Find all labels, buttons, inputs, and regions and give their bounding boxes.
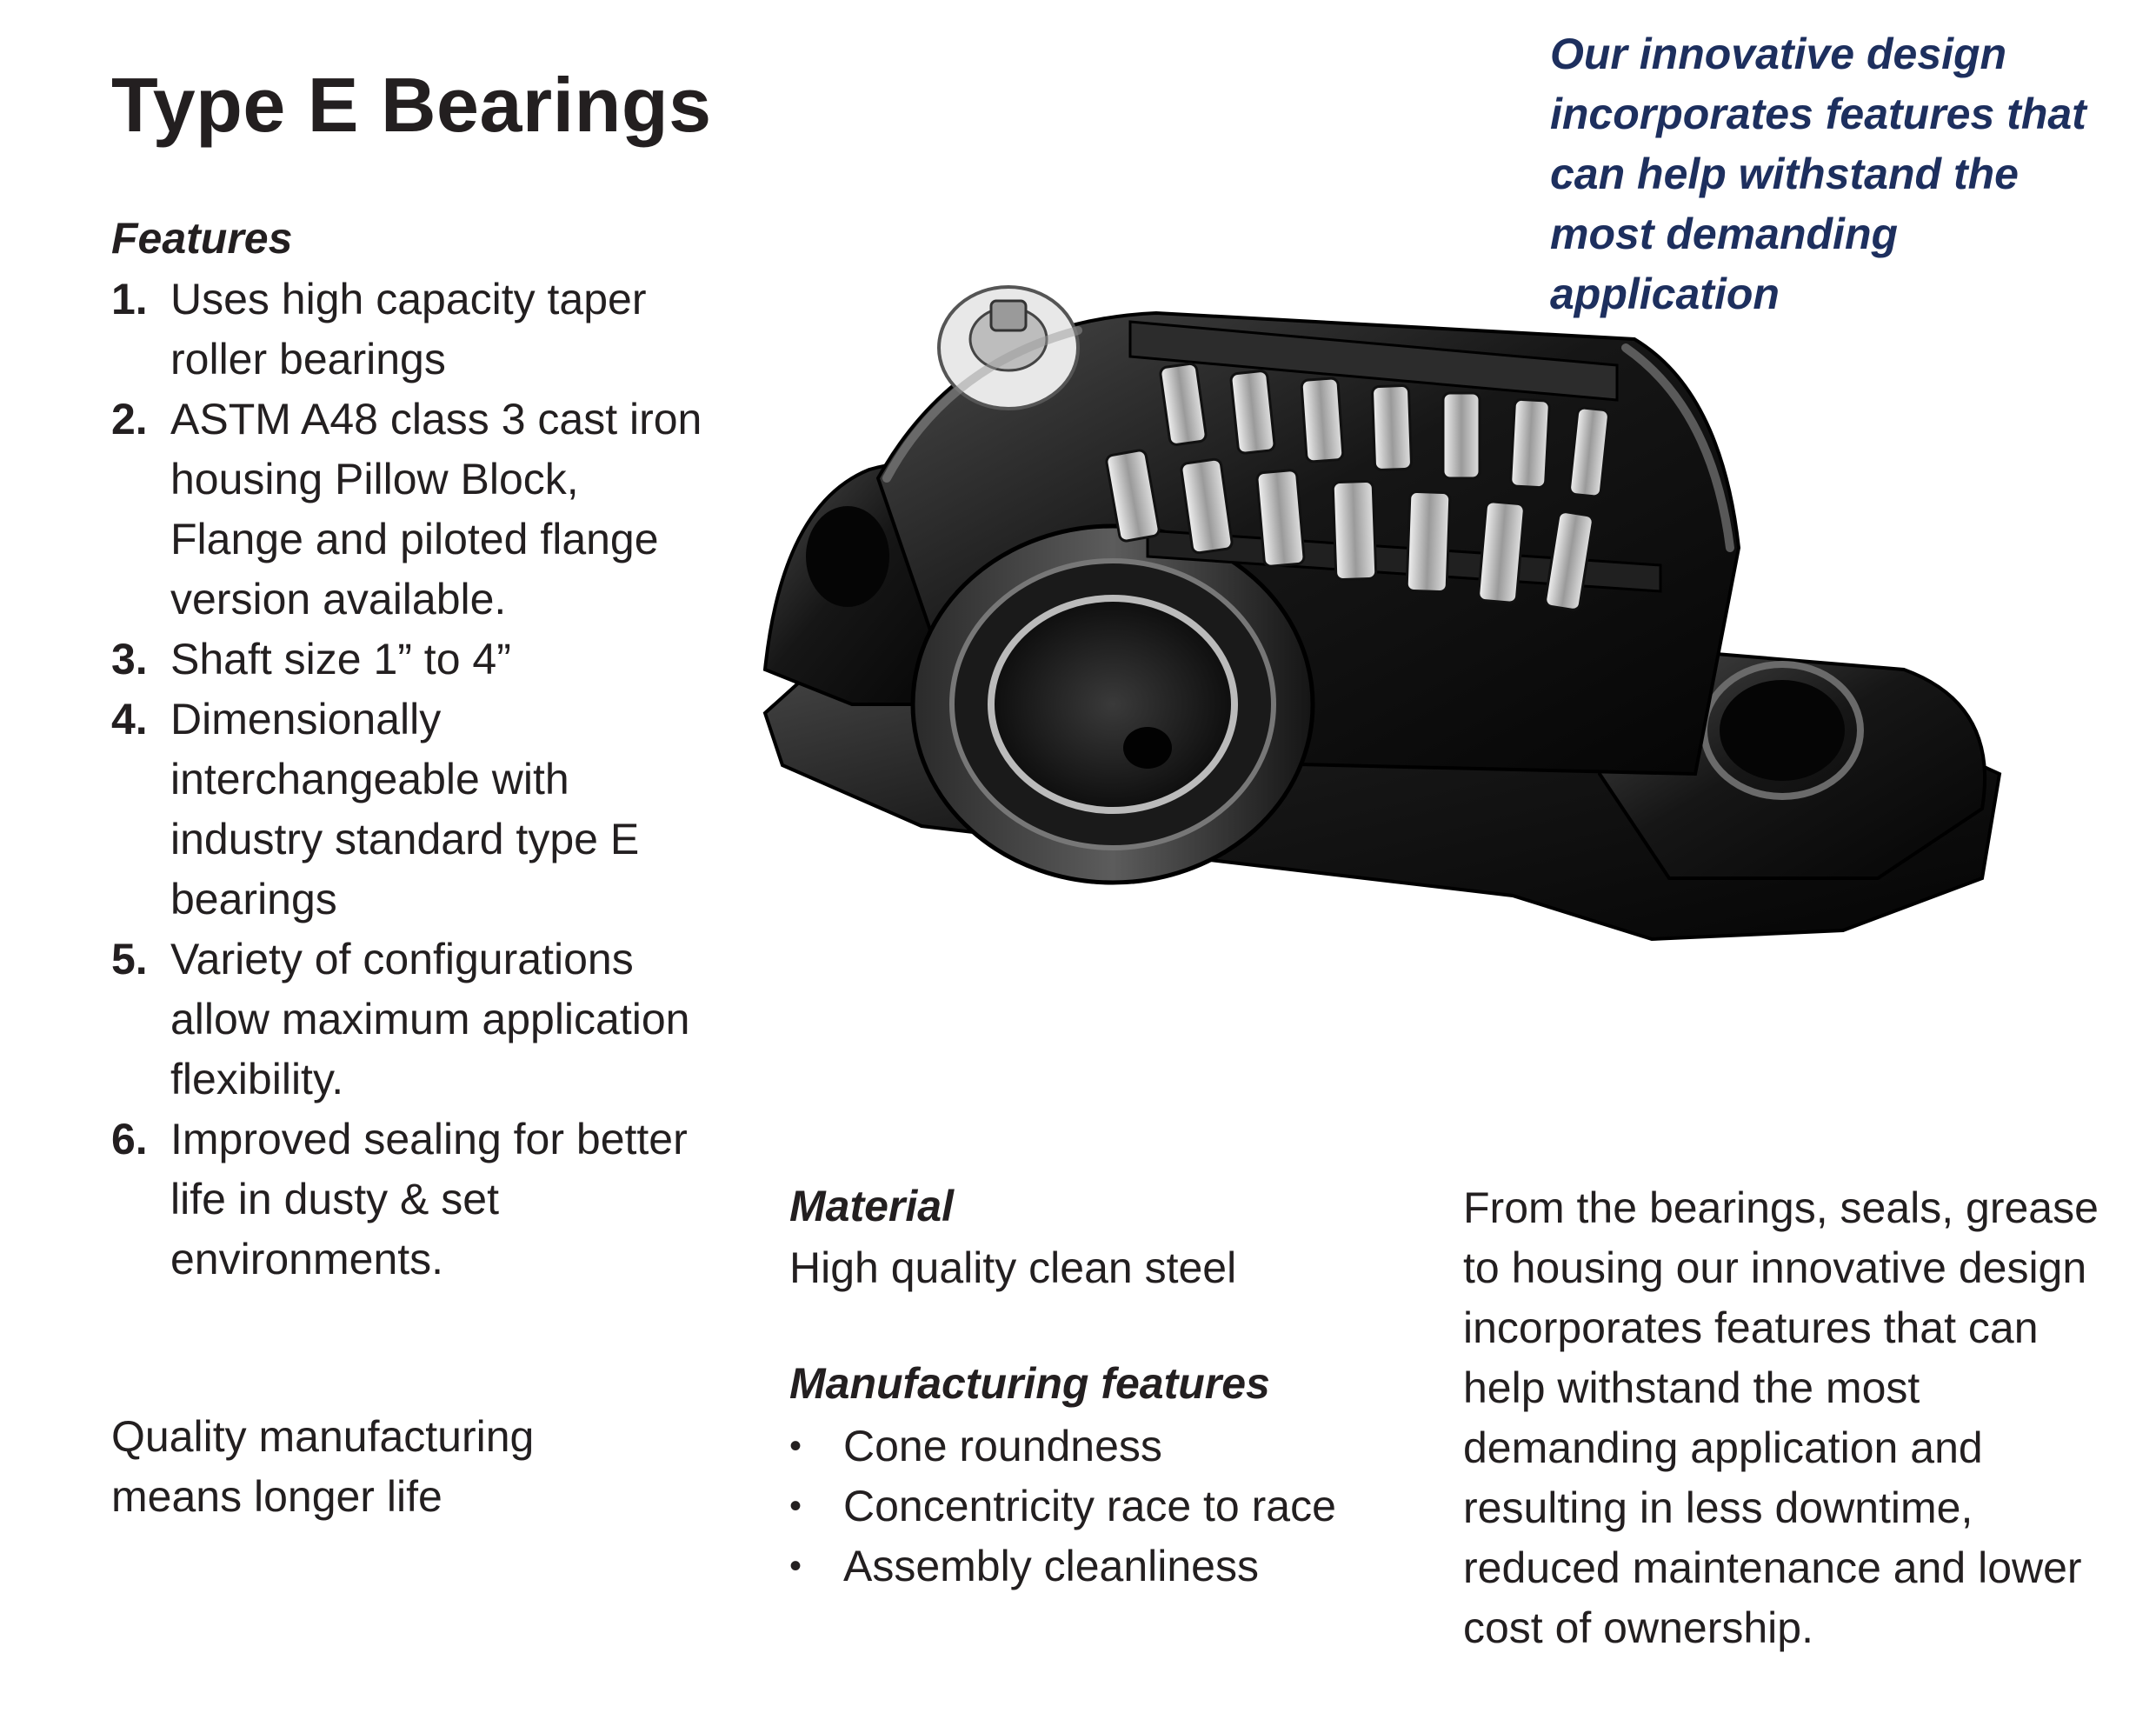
bullet-icon: •	[789, 1547, 802, 1585]
features-heading: Features	[111, 214, 293, 263]
feature-text: Dimensionally interchangeable with industry standard type E bearings	[170, 695, 640, 923]
bullet-icon: •	[789, 1427, 802, 1465]
material-text: High quality clean steel	[789, 1243, 1237, 1292]
feature-number: 5.	[111, 935, 148, 983]
bore	[991, 598, 1234, 810]
description-paragraph: From the bearings, seals, grease to housing our innovative design incorporates features that can help withstand the most demanding application and resulting in less downtime, reduced maintenance and lower cost of ownership.	[1463, 1183, 2099, 1652]
list-item-text: Cone roundness	[843, 1422, 1162, 1470]
feature-number: 3.	[111, 635, 148, 683]
feature-item	[111, 930, 720, 1110]
list-item	[789, 1476, 1336, 1536]
list-item	[789, 1536, 1336, 1596]
page-title: Type E Bearings	[111, 62, 712, 148]
manufacturing-list	[789, 1416, 1336, 1596]
bearing-image	[748, 217, 2017, 1122]
feature-text: Shaft size 1” to 4”	[170, 635, 511, 683]
features-list	[111, 270, 720, 1290]
right-foot-hole	[1720, 680, 1845, 781]
list-item-text: Assembly cleanliness	[843, 1542, 1259, 1590]
feature-text: Improved sealing for better life in dusty & set environments.	[170, 1115, 688, 1283]
feature-number: 6.	[111, 1115, 148, 1163]
feature-item	[111, 270, 720, 390]
feature-text: Uses high capacity taper roller bearings	[170, 275, 647, 383]
quality-note: Quality manufacturing means longer life	[111, 1412, 535, 1521]
list-item	[789, 1416, 1336, 1476]
bullet-icon: •	[789, 1487, 802, 1525]
feature-item	[111, 690, 720, 930]
feature-item	[111, 390, 720, 630]
left-foot-hole	[806, 506, 889, 607]
feature-item	[111, 630, 720, 690]
feature-text: Variety of configurations allow maximum application flexibility.	[170, 935, 690, 1103]
manufacturing-heading: Manufacturing features	[789, 1359, 1270, 1408]
feature-number: 2.	[111, 395, 148, 443]
feature-number: 1.	[111, 275, 148, 323]
material-heading: Material	[789, 1182, 954, 1230]
tagline: Our innovative design incorporates features that can help withstand the most demanding application	[1550, 30, 2086, 318]
feature-number: 4.	[111, 695, 148, 743]
feature-text: ASTM A48 class 3 cast iron housing Pillow Block, Flange and piloted flange version available.	[170, 395, 702, 623]
list-item-text: Concentricity race to race	[843, 1482, 1336, 1530]
feature-item	[111, 1110, 720, 1290]
